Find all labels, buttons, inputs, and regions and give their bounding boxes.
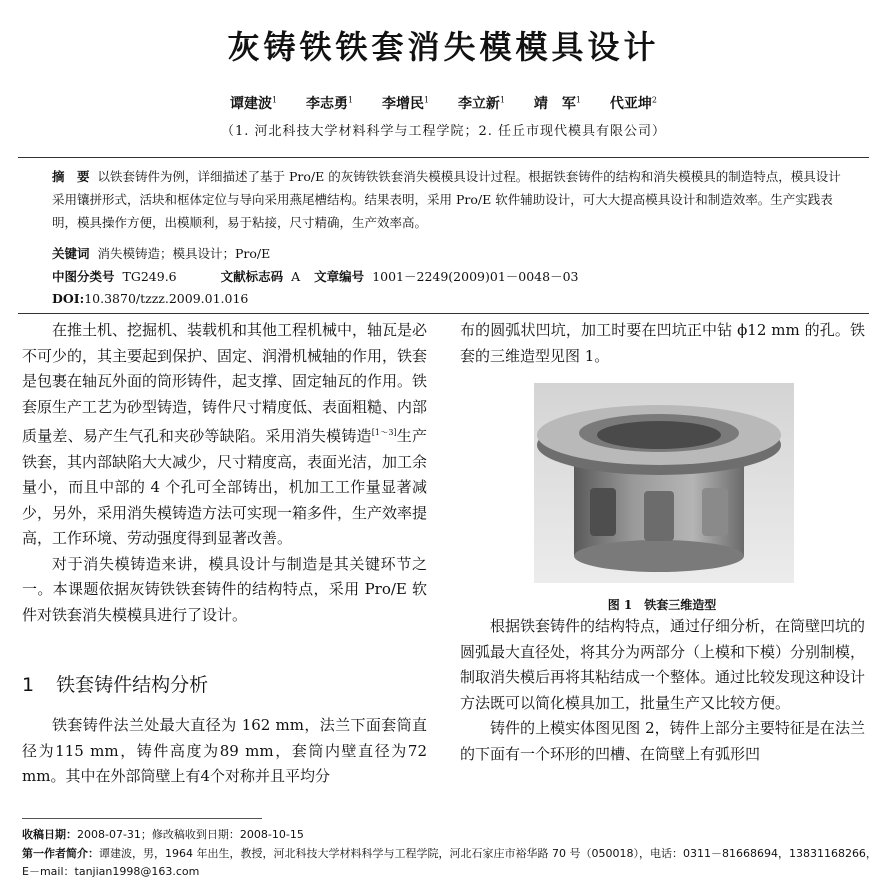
clc-value: TG249.6 — [122, 269, 177, 284]
doc-code-label: 文献标志码 — [220, 269, 284, 284]
left-column — [22, 318, 427, 628]
doi-value: 10.3870/tzzz.2009.01.016 — [84, 291, 249, 306]
body-paragraph: 铸件的上模实体图见图 2，铸件上部分主要特征是在法兰的下面有一个环形的凹槽、在筒壁上有弧形凹 — [460, 719, 865, 763]
author: 谭建波$^1$ — [230, 95, 278, 112]
abstract — [52, 165, 852, 234]
section-title: 铁套铸件结构分析 — [56, 674, 209, 696]
clc-label: 中图分类号 — [52, 269, 115, 284]
left-column-cont — [22, 713, 427, 790]
figure-caption: 图 1 铁套三维造型 — [607, 598, 717, 612]
section-heading — [22, 670, 208, 697]
article-no-value: 1001－2249(2009)01－0048－03 — [372, 269, 579, 284]
abstract-text: 以铁套铸件为例，详细描述了基于 Pro/E 的灰铸铁铁套消失模模具设计过程。根据铁套铸件的结构和消失模模具的制造特点，模具设计采用镶拼形式，活块和框体定位与导向采用燕尾槽结构。结果表明，采用 Pro/E 软件辅助设计，可大大提高模具设计和制造效率。生产实践表明，模具操作方便，出模顺利，易于粘接，尺寸精确，生产效率高。 — [52, 169, 841, 230]
affiliation: （1. 河北科技大学材料科学与工程学院；2. 任丘市现代模具有限公司） — [220, 124, 667, 139]
author: 靖 军$^1$ — [533, 95, 581, 112]
received-date: 2008-07-31；修改稿收到日期：2008-10-15 — [77, 828, 304, 841]
body-paragraph: 根据铁套铸件的结构特点，通过仔细分析，在筒壁凹坑的圆弧最大直径处，将其分为两部分（上模和下模）分别制模，制取消失模后再将其粘结成一个整体。通过比较发现这种设计方法既可以简化模具加工，批量生产又比较方便。 — [460, 617, 866, 712]
footnote-received — [22, 826, 882, 844]
author: 李增民$^1$ — [381, 95, 430, 112]
body-paragraph: 在推土机、挖掘机、装载机和其他工程机械中，轴瓦是必不可少的，其主要起到保护、固定、润滑机械轴的作用，铁套是包裹在轴瓦外面的筒形铸件，起支撑、固定轴瓦的作用。铁套原生产工艺为砂型铸造，铸件尺寸精度低、表面粗糙、内部质量差、易产生气孔和夹砂等缺陷。采用消失模铸造[1～3]生产铁套，其内部缺陷大大减少，尺寸精度高，表面光洁，加工余量小，而且中部的 4 个孔可全部铸出，机加工工作量显著减少，另外，采用消失模铸造方法可实现一箱多件，生产效率提高，工作环境、劳动强度得到显著改善。 — [22, 321, 428, 547]
received-label: 收稿日期： — [22, 828, 77, 841]
doi-line — [52, 291, 852, 306]
author-bio: 谭建波，男，1964 年出生，教授，河北科技大学材料科学与工程学院，河北石家庄市裕华路 70 号（050018），电话：0311－81668694，13831168266，E－mail：tanjian1998@163.com — [22, 847, 877, 878]
keywords-text: 消失模铸造；模具设计；Pro/E — [97, 246, 271, 261]
body-paragraph: 铁套铸件法兰处最大直径为 162 mm，法兰下面套筒直径为115 mm，铸件高度为89 mm，套筒内壁直径为72 mm。其中在外部筒壁上有4个对称并且平均分 — [22, 716, 427, 785]
right-column-bottom — [460, 614, 865, 767]
body-paragraph: 布的圆弧状凹坑，加工时要在凹坑正中钻 ϕ12 mm 的孔。铁套的三维造型见图 1。 — [460, 321, 865, 365]
author: 李志勇$^1$ — [306, 95, 354, 112]
figure-1-bushing-model — [534, 383, 794, 583]
abstract-divider — [18, 313, 869, 314]
article-no-label: 文章编号 — [314, 269, 365, 284]
author-bio-label: 第一作者简介： — [22, 847, 99, 860]
footnote-author — [22, 845, 882, 881]
classification-line — [52, 267, 852, 285]
abstract-label: 摘 要 — [52, 169, 90, 184]
header-divider — [18, 157, 869, 158]
footnote-divider — [22, 818, 262, 819]
keywords-label: 关键词 — [52, 246, 90, 261]
body-paragraph: 对于消失模铸造来讲，模具设计与制造是其关键环节之一。本课题依据灰铸铁铁套铸件的结构特点，采用 Pro/E 软件对铁套消失模模具进行了设计。 — [22, 554, 427, 624]
citation: [1～3] — [371, 428, 397, 437]
author: 李立新$^1$ — [457, 95, 506, 112]
author-list — [0, 93, 887, 113]
right-column-top — [460, 318, 865, 369]
doi-label: DOI: — [52, 291, 85, 306]
page-title: 灰铸铁铁套消失模模具设计 — [227, 28, 660, 66]
author: 代亚坤$^2$ — [609, 95, 657, 112]
doc-code-value: A — [291, 269, 301, 284]
section-number: 1 — [22, 674, 35, 696]
keywords — [52, 244, 852, 262]
